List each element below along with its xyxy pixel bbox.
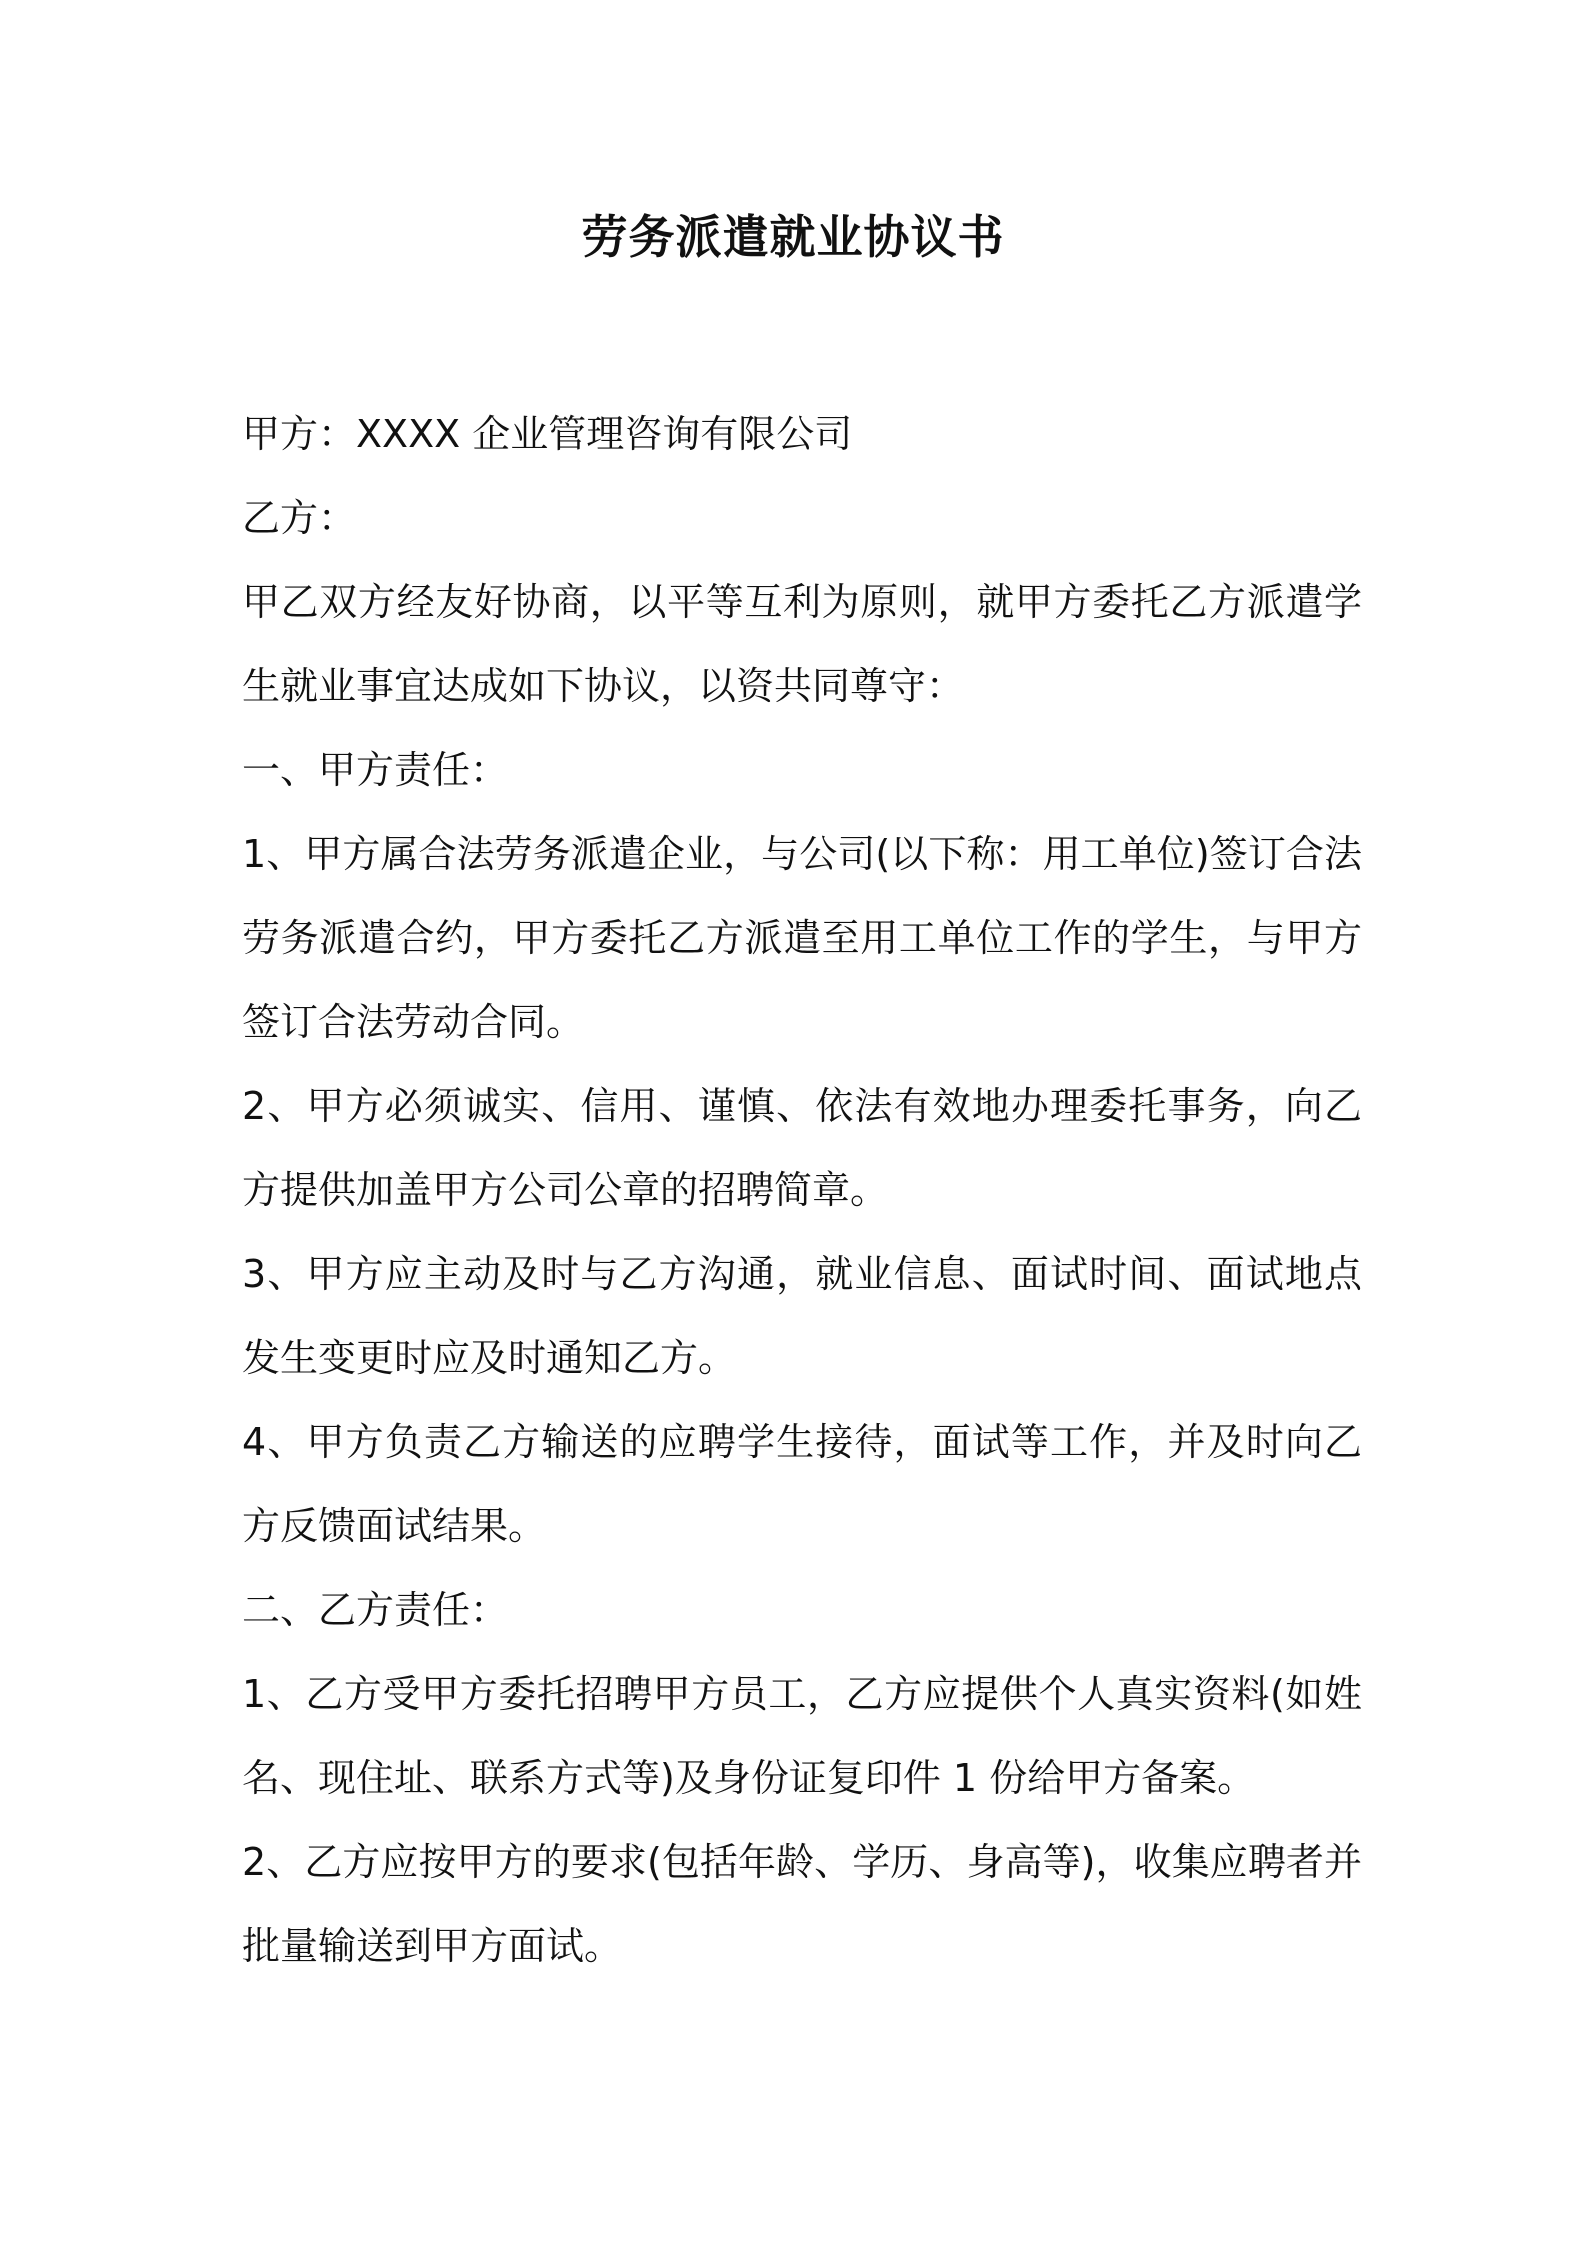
party-a-clause-3: 3、甲方应主动及时与乙方沟通，就业信息、面试时间、面试地点发生变更时应及时通知乙方。: [242, 1252, 1362, 1380]
document-body: [242, 392, 1362, 1988]
party-a-line: 甲方：XXXX 企业管理咨询有限公司: [242, 412, 853, 456]
section-heading-party-a: 一、甲方责任：: [242, 748, 509, 792]
party-b-clause-2: 2、乙方应按甲方的要求(包括年龄、学历、身高等)，收集应聘者并批量输送到甲方面试。: [242, 1840, 1362, 1968]
party-a-clause-2: 2、甲方必须诚实、信用、谨慎、依法有效地办理委托事务，向乙方提供加盖甲方公司公章的招聘简章。: [242, 1084, 1362, 1212]
party-a-clause-1: 1、甲方属合法劳务派遣企业，与公司(以下称：用工单位)签订合法劳务派遣合约，甲方委托乙方派遣至用工单位工作的学生，与甲方签订合法劳动合同。: [242, 832, 1362, 1044]
party-b-clause-1: 1、乙方受甲方委托招聘甲方员工，乙方应提供个人真实资料(如姓名、现住址、联系方式等)及身份证复印件 1 份给甲方备案。: [242, 1672, 1362, 1800]
party-a-clause-4: 4、甲方负责乙方输送的应聘学生接待，面试等工作，并及时向乙方反馈面试结果。: [242, 1420, 1362, 1548]
document-title: 劳务派遣就业协议书: [581, 210, 1005, 264]
section-heading-party-b: 二、乙方责任：: [242, 1588, 509, 1632]
party-b-line: 乙方：: [242, 496, 357, 540]
intro-paragraph: 甲乙双方经友好协商，以平等互利为原则，就甲方委托乙方派遣学生就业事宜达成如下协议，以资共同尊守：: [242, 580, 1362, 708]
